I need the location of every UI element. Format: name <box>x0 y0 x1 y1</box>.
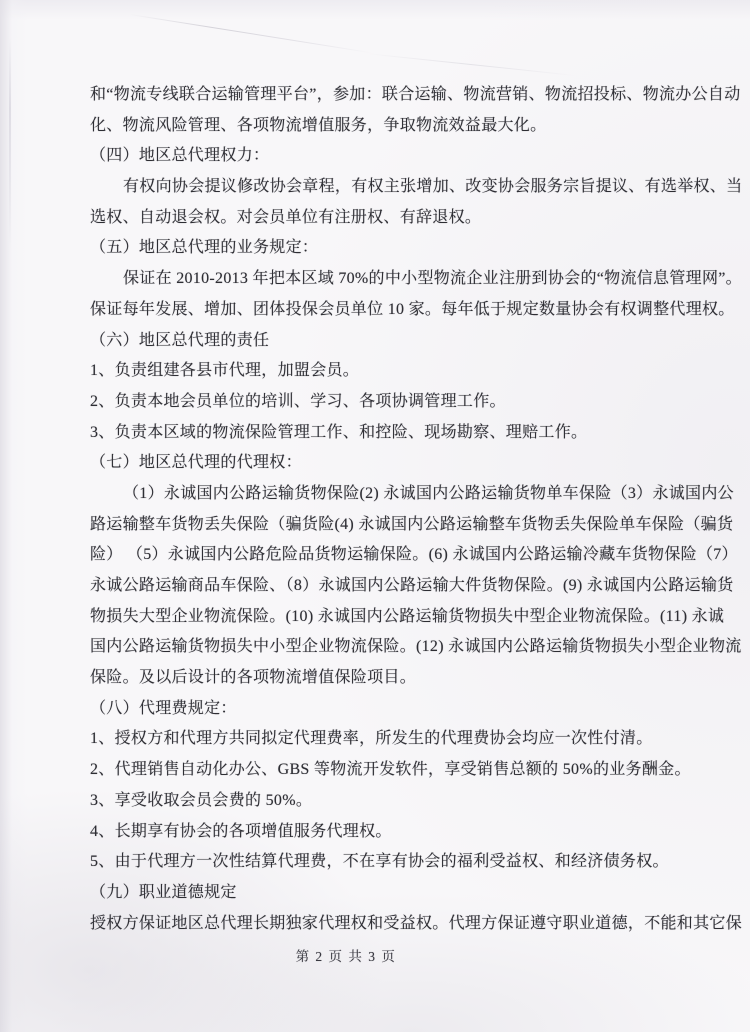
doc-line: 有权向协会提议修改协会章程，有权主张增加、改变协会服务宗旨提议、有选举权、当 <box>123 178 743 196</box>
document-body <box>90 80 743 939</box>
doc-line section-heading: （四）地区总代理权力： <box>90 147 270 165</box>
doc-line: 1、授权方和代理方共同拟定代理费率，所发生的代理费协会均应一次性付清。 <box>90 730 653 748</box>
doc-line: 路运输整车货物丢失保险（骗货险(4) 永诚国内公路运输整车货物丢失保险单车保险（骗货 <box>90 515 734 533</box>
doc-line: 和“物流专线联合运输管理平台”，参加：联合运输、物流营销、物流招投标、物流办公自动 <box>90 86 741 103</box>
doc-line section-heading: （六）地区总代理的责任 <box>90 331 270 349</box>
doc-line: 授权方保证地区总代理长期独家代理权和受益权。代理方保证遵守职业道德，不能和其它保 <box>90 914 743 932</box>
doc-line: 化、物流风险管理、各项物流增值服务，争取物流效益最大化。 <box>90 116 547 134</box>
doc-line: 物损失大型企业物流保险。(10) 永诚国内公路运输货物损失中型企业物流保险。(11) 永诚 <box>90 607 725 625</box>
doc-line section-heading: （八）代理费规定： <box>90 699 237 717</box>
doc-line: 2、代理销售自动化办公、GBS 等物流开发软件，享受销售总额的 50%的业务酬金。 <box>90 761 691 779</box>
doc-line: 3、负责本区域的物流保险管理工作、和控险、现场勘察、理赔工作。 <box>90 423 588 441</box>
scan-edge-artifact <box>9 38 11 248</box>
doc-line: 5、由于代理方一次性结算代理费，不在享有协会的福利受益权、和经济债务权。 <box>90 853 669 871</box>
doc-line: 保证每年发展、增加、团体投保会员单位 10 家。每年低于规定数量协会有权调整代理权。 <box>90 300 735 318</box>
doc-line: 选权、自动退会权。对会员单位有注册权、有辞退权。 <box>90 208 482 226</box>
scan-crease-artifact <box>130 14 372 53</box>
page-number-footer: 第 2 页 共 3 页 <box>295 949 397 964</box>
doc-line: 4、长期享有协会的各项增值服务代理权。 <box>90 822 392 840</box>
doc-line section-heading: （七）地区总代理的代理权： <box>90 454 302 472</box>
doc-line: 保险。及以后设计的各项物流增值保险项目。 <box>90 669 417 687</box>
doc-line: 险） （5）永诚国内公路危险品货物运输保险。(6) 永诚国内公路运输冷藏车货物保险（7） <box>90 546 738 564</box>
doc-line: 3、享受收取会员会费的 50%。 <box>90 791 313 809</box>
doc-line: 永诚公路运输商品车保险、（8）永诚国内公路运输大件货物保险。(9) 永诚国内公路运输货 <box>90 577 734 594</box>
doc-line: 保证在 2010-2013 年把本区域 70%的中小型物流企业注册到协会的“物流信息管理网”。 <box>123 270 742 288</box>
doc-line: 1、负责组建各县市代理，加盟会员。 <box>90 362 360 380</box>
doc-line: 国内公路运输货物损失中小型企业物流保险。(12) 永诚国内公路运输货物损失小型企业物流 <box>90 638 742 656</box>
doc-line: 2、负责本地会员单位的培训、学习、各项协调管理工作。 <box>90 392 506 410</box>
scan-crease-artifact <box>366 53 575 76</box>
doc-line section-heading: （五）地区总代理的业务规定： <box>90 239 319 257</box>
doc-line: （1）永诚国内公路运输货物保险(2) 永诚国内公路运输货物单车保险（3）永诚国内公 <box>123 484 734 502</box>
doc-line section-heading: （九）职业道德规定 <box>90 883 237 901</box>
